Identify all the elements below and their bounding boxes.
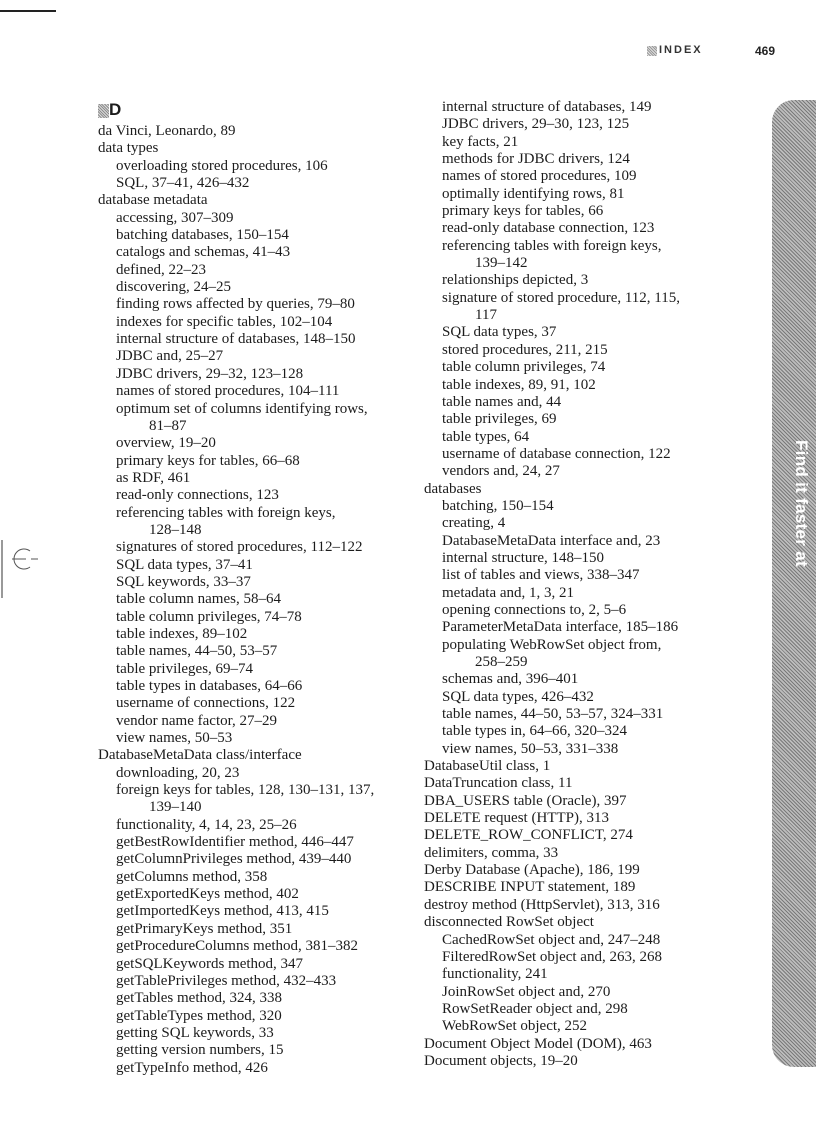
index-entry: username of connections, 122 — [116, 695, 296, 712]
index-entry: DatabaseUtil class, 1 — [424, 758, 551, 775]
index-entry: SQL, 37–41, 426–432 — [116, 175, 250, 192]
index-entry: table column names, 58–64 — [116, 591, 281, 608]
index-entry: DatabaseMetaData interface and, 23 — [442, 532, 661, 549]
index-entry: getTypeInfo method, 426 — [116, 1059, 268, 1076]
index-entry: methods for JDBC drivers, 124 — [442, 151, 630, 168]
index-entry: data types — [98, 140, 159, 157]
index-entry: getBestRowIdentifier method, 446–447 — [116, 834, 354, 851]
index-entry: Document objects, 19–20 — [424, 1052, 578, 1069]
index-entry: da Vinci, Leonardo, 89 — [98, 123, 236, 139]
index-entry: DataTruncation class, 11 — [424, 775, 573, 792]
index-column-left — [98, 99, 398, 1077]
index-entry: getting SQL keywords, 33 — [116, 1024, 274, 1041]
index-entry: downloading, 20, 23 — [116, 764, 240, 781]
index-entry: CachedRowSet object and, 247–248 — [442, 931, 661, 948]
index-entry: optimum set of columns identifying rows, — [116, 400, 368, 417]
top-rule — [0, 10, 56, 12]
index-entry: read-only connections, 123 — [116, 487, 279, 504]
index-entries-right — [424, 99, 744, 1070]
index-entry: batching, 150–154 — [442, 497, 554, 514]
index-entry: delimiters, comma, 33 — [424, 844, 559, 861]
index-entry: schemas and, 396–401 — [442, 671, 579, 688]
index-entry: overloading stored procedures, 106 — [116, 157, 328, 174]
index-entry: discovering, 24–25 — [116, 279, 231, 296]
index-entry: table names and, 44 — [442, 393, 562, 410]
index-entry: functionality, 4, 14, 23, 25–26 — [116, 816, 297, 833]
index-entry: vendors and, 24, 27 — [442, 463, 560, 480]
index-entry: names of stored procedures, 104–111 — [116, 383, 340, 400]
registration-mark-icon — [0, 520, 40, 600]
running-head-marker — [647, 46, 657, 56]
running-head-label: INDEX — [659, 44, 703, 56]
index-entry: stored procedures, 211, 215 — [442, 341, 608, 358]
index-entries-left — [98, 123, 398, 1077]
index-entry: JoinRowSet object and, 270 — [442, 983, 611, 1000]
index-entry: finding rows affected by queries, 79–80 — [116, 296, 355, 313]
index-entry: table column privileges, 74–78 — [116, 608, 302, 625]
index-entry: JDBC drivers, 29–32, 123–128 — [116, 365, 304, 382]
index-entry: DESCRIBE INPUT statement, 189 — [424, 879, 636, 896]
index-entry: view names, 50–53, 331–338 — [442, 740, 619, 757]
index-entry: SQL data types, 37–41 — [116, 556, 253, 573]
index-entry: getExportedKeys method, 402 — [116, 886, 299, 903]
index-entry: functionality, 241 — [442, 966, 548, 983]
index-entry: relationships depicted, 3 — [442, 272, 589, 289]
section-letter: D — [109, 100, 122, 119]
index-entry: JDBC and, 25–27 — [116, 348, 224, 365]
index-entry: as RDF, 461 — [116, 469, 191, 486]
index-entry: read-only database connection, 123 — [442, 220, 655, 237]
index-entry: referencing tables with foreign keys, — [116, 504, 336, 521]
page-number: 469 — [755, 44, 776, 58]
index-entry: accessing, 307–309 — [116, 209, 234, 226]
index-entry: table indexes, 89, 91, 102 — [442, 376, 596, 393]
index-entry: metadata and, 1, 3, 21 — [442, 584, 575, 601]
index-entry: RowSetReader object and, 298 — [442, 1000, 628, 1017]
side-tab-text: Find it faster at http://superindex.apress.com/ — [752, 440, 811, 691]
index-entry: JDBC drivers, 29–30, 123, 125 — [442, 116, 630, 133]
index-entry: getSQLKeywords method, 347 — [116, 955, 304, 972]
index-entry: overview, 19–20 — [116, 435, 216, 452]
index-entry: table indexes, 89–102 — [116, 625, 248, 642]
section-heading — [98, 99, 398, 123]
index-entry: FilteredRowSet object and, 263, 268 — [442, 948, 662, 965]
index-entry: getColumnPrivileges method, 439–440 — [116, 851, 352, 868]
index-entry: 128–148 — [149, 521, 202, 538]
index-entry: referencing tables with foreign keys, — [442, 237, 662, 254]
index-entry: foreign keys for tables, 128, 130–131, 137, — [116, 782, 375, 799]
index-entry: defined, 22–23 — [116, 261, 206, 278]
index-entry: getting version numbers, 15 — [116, 1042, 284, 1059]
index-entry: getImportedKeys method, 413, 415 — [116, 903, 329, 920]
index-entry: disconnected RowSet object — [424, 914, 594, 931]
index-entry: SQL keywords, 33–37 — [116, 573, 251, 590]
index-entry: internal structure of databases, 148–150 — [116, 331, 356, 348]
index-entry: populating WebRowSet object from, — [442, 636, 662, 653]
index-entry: 139–142 — [475, 255, 528, 272]
index-entry: SQL data types, 37 — [442, 324, 557, 341]
index-entry: creating, 4 — [442, 515, 506, 532]
index-entry: Document Object Model (DOM), 463 — [424, 1035, 652, 1052]
index-entry: primary keys for tables, 66 — [442, 203, 604, 220]
index-entry: signature of stored procedure, 112, 115, — [442, 289, 680, 306]
index-entry: list of tables and views, 338–347 — [442, 567, 640, 584]
index-entry: view names, 50–53 — [116, 730, 233, 747]
section-heading-marker — [98, 104, 109, 118]
index-entry: batching databases, 150–154 — [116, 227, 289, 244]
index-entry: primary keys for tables, 66–68 — [116, 452, 300, 469]
index-entry: 117 — [475, 307, 497, 324]
index-entry: key facts, 21 — [442, 133, 519, 150]
index-entry: table types in, 64–66, 320–324 — [442, 723, 627, 740]
index-entry: table types in databases, 64–66 — [116, 678, 303, 694]
index-entry: table column privileges, 74 — [442, 359, 606, 376]
index-entry: getTablePrivileges method, 432–433 — [116, 972, 337, 989]
index-entry: getColumns method, 358 — [116, 868, 268, 885]
index-entry: names of stored procedures, 109 — [442, 168, 637, 185]
index-entry: getPrimaryKeys method, 351 — [116, 920, 293, 937]
index-entry: WebRowSet object, 252 — [442, 1018, 588, 1035]
index-entry: opening connections to, 2, 5–6 — [442, 601, 627, 618]
index-entry: table privileges, 69–74 — [116, 660, 254, 677]
index-entry: getTableTypes method, 320 — [116, 1007, 282, 1024]
index-entry: indexes for specific tables, 102–104 — [116, 313, 333, 330]
index-entry: catalogs and schemas, 41–43 — [116, 244, 291, 261]
index-entry: vendor name factor, 27–29 — [116, 712, 278, 729]
index-entry: DELETE request (HTTP), 313 — [424, 810, 609, 827]
index-entry: table names, 44–50, 53–57 — [116, 643, 278, 660]
index-entry: Derby Database (Apache), 186, 199 — [424, 862, 640, 879]
index-entry: ParameterMetaData interface, 185–186 — [442, 619, 679, 636]
index-entry: getProcedureColumns method, 381–382 — [116, 938, 359, 955]
index-entry: 81–87 — [149, 417, 187, 434]
index-entry: 258–259 — [475, 654, 528, 670]
index-entry: databases — [424, 480, 482, 497]
index-entry: getTables method, 324, 338 — [116, 990, 283, 1007]
index-column-right — [424, 99, 744, 1070]
index-entry: database metadata — [98, 192, 208, 209]
index-entry: username of database connection, 122 — [442, 445, 671, 462]
index-entry: table names, 44–50, 53–57, 324–331 — [442, 706, 664, 723]
index-entry: SQL data types, 426–432 — [442, 688, 594, 705]
index-entry: 139–140 — [149, 799, 202, 816]
index-entry: signatures of stored procedures, 112–122 — [116, 539, 363, 556]
index-entry: optimally identifying rows, 81 — [442, 185, 625, 202]
index-entry: table privileges, 69 — [442, 411, 557, 428]
index-entry: internal structure, 148–150 — [442, 549, 605, 566]
index-entry: DELETE_ROW_CONFLICT, 274 — [424, 827, 633, 844]
index-entry: destroy method (HttpServlet), 313, 316 — [424, 896, 660, 913]
index-entry: internal structure of databases, 149 — [442, 99, 652, 115]
index-entry: DatabaseMetaData class/interface — [98, 747, 302, 764]
index-entry: DBA_USERS table (Oracle), 397 — [424, 792, 627, 809]
running-head — [0, 44, 816, 60]
index-entry: table types, 64 — [442, 428, 530, 445]
